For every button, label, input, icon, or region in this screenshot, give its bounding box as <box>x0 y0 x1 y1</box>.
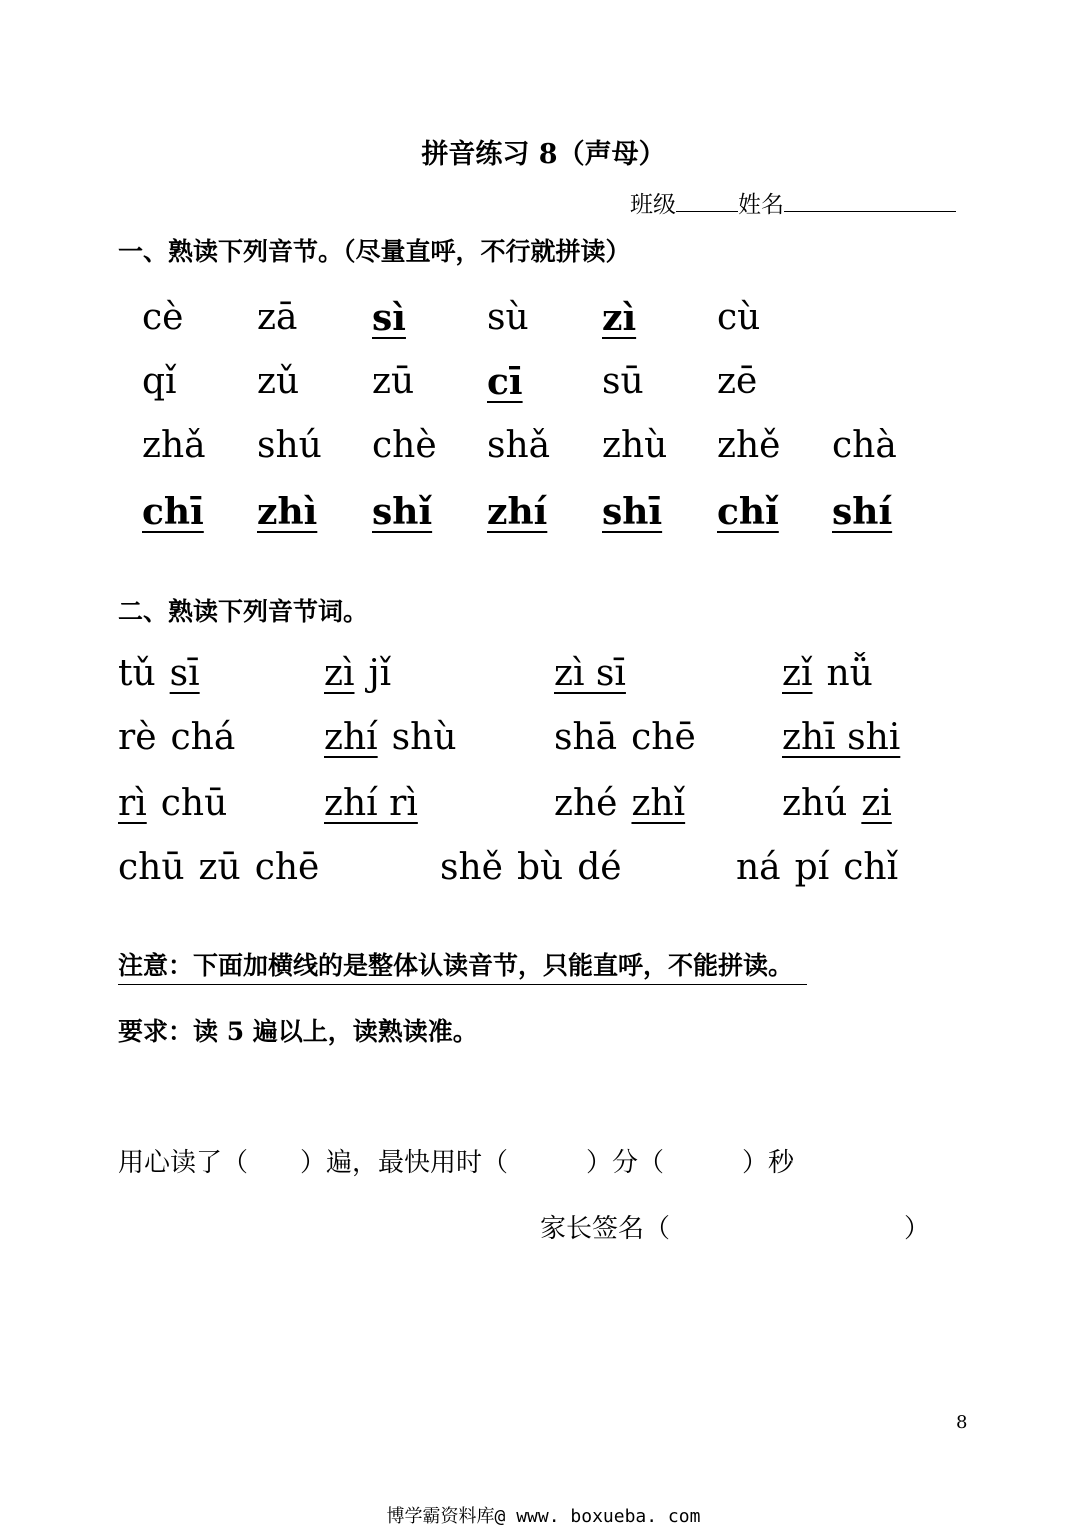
syllable-word <box>554 652 626 696</box>
syllable: qǐ <box>142 361 177 402</box>
syllable-word <box>118 782 227 826</box>
syllable: zū <box>372 361 415 402</box>
syllable-word <box>782 716 900 760</box>
syllable: pí <box>794 847 830 888</box>
whole-syllable: shí <box>832 491 893 533</box>
syllable: shú <box>257 425 322 466</box>
whole-syllable: sì <box>372 297 406 339</box>
syllable: rè <box>118 717 157 758</box>
whole-syllable: chī <box>142 491 204 533</box>
syllable: ná <box>736 847 781 888</box>
syllable-word <box>118 846 319 890</box>
whole-syllable: zhí <box>487 491 548 533</box>
syllable: chū <box>118 847 185 888</box>
syllable: chà <box>832 425 897 466</box>
whole-syllable: shī <box>602 491 663 533</box>
syllable: shě <box>440 847 503 888</box>
syllable: zhú <box>782 783 848 824</box>
whole-syllable: rì <box>118 783 147 824</box>
syllable: chè <box>372 425 437 466</box>
class-name-line <box>630 186 956 219</box>
syllable: chē <box>254 847 320 888</box>
syllable-word <box>782 782 892 826</box>
syllable-word <box>554 716 696 760</box>
syllable: cù <box>717 297 761 338</box>
name-label: 姓名 <box>738 192 784 218</box>
syllable: chá <box>170 717 236 758</box>
syllable-word <box>118 716 235 760</box>
whole-syllable: zhì <box>257 491 318 533</box>
syllable: cè <box>142 297 184 338</box>
note-text: 注意：下面加横线的是整体认读音节，只能直呼，不能拼读。 <box>118 946 807 985</box>
whole-syllable: sī <box>169 653 200 694</box>
whole-syllable: zhí <box>324 717 378 758</box>
syllable: jǐ <box>368 653 392 694</box>
reading-record: 用心读了（ ）遍，最快用时（ ）分（ ）秒 <box>118 1148 795 1178</box>
syllable: zhé <box>554 783 618 824</box>
syllable: tǔ <box>118 653 156 694</box>
syllable-word <box>118 652 200 696</box>
syllable: zǔ <box>257 361 300 402</box>
syllable: nǚ <box>826 653 873 694</box>
requirement-text: 要求：读 5 遍以上，读熟读准。 <box>118 1017 478 1046</box>
whole-syllable: zhǐ <box>631 783 686 824</box>
whole-syllable: chǐ <box>717 491 779 533</box>
syllable: zā <box>257 297 298 338</box>
whole-syllable: zì <box>602 297 637 339</box>
whole-syllable: shǐ <box>372 491 433 533</box>
page-number: 8 <box>956 1412 968 1433</box>
syllable: sū <box>602 361 644 402</box>
name-field[interactable] <box>784 189 956 212</box>
syllable: shǎ <box>487 425 551 466</box>
syllable-word <box>324 652 391 696</box>
syllable-word <box>440 846 622 890</box>
class-label: 班级 <box>630 192 676 218</box>
whole-syllable: cī <box>487 361 523 403</box>
syllable: chǐ <box>843 847 899 888</box>
whole-syllable: zì <box>324 653 355 694</box>
footer-watermark: 博学霸资料库@ www. boxueba. com <box>386 1506 701 1527</box>
syllable: chē <box>631 717 696 758</box>
syllable: zū <box>198 847 241 888</box>
section2-heading: 二、熟读下列音节词。 <box>118 597 369 626</box>
whole-syllable: zǐ <box>782 653 813 694</box>
syllable-word <box>736 846 898 890</box>
syllable: zhǎ <box>142 425 206 466</box>
syllable: dé <box>577 847 622 888</box>
syllable-word <box>782 652 873 696</box>
syllable: chū <box>160 783 228 824</box>
class-field[interactable] <box>676 189 738 212</box>
syllable: zhě <box>717 425 781 466</box>
syllable: bù <box>516 847 564 888</box>
syllable-word <box>324 716 457 760</box>
syllable-word <box>324 782 418 826</box>
syllable: sù <box>487 297 529 338</box>
whole-syllable: zì sī <box>554 653 626 694</box>
parent-signature: 家长签名（ ） <box>540 1214 931 1244</box>
whole-syllable: zhí rì <box>324 783 418 824</box>
syllable: shā <box>554 717 618 758</box>
syllable: zē <box>717 361 758 402</box>
syllable-word <box>554 782 685 826</box>
syllable: zhù <box>602 425 668 466</box>
whole-syllable: zhī shi <box>782 717 901 758</box>
whole-syllable: zi <box>861 783 892 824</box>
page-title: 拼音练习 8（声母） <box>421 139 666 170</box>
syllable: shù <box>391 717 457 758</box>
section1-heading: 一、熟读下列音节。（尽量直呼，不行就拼读） <box>118 237 631 266</box>
